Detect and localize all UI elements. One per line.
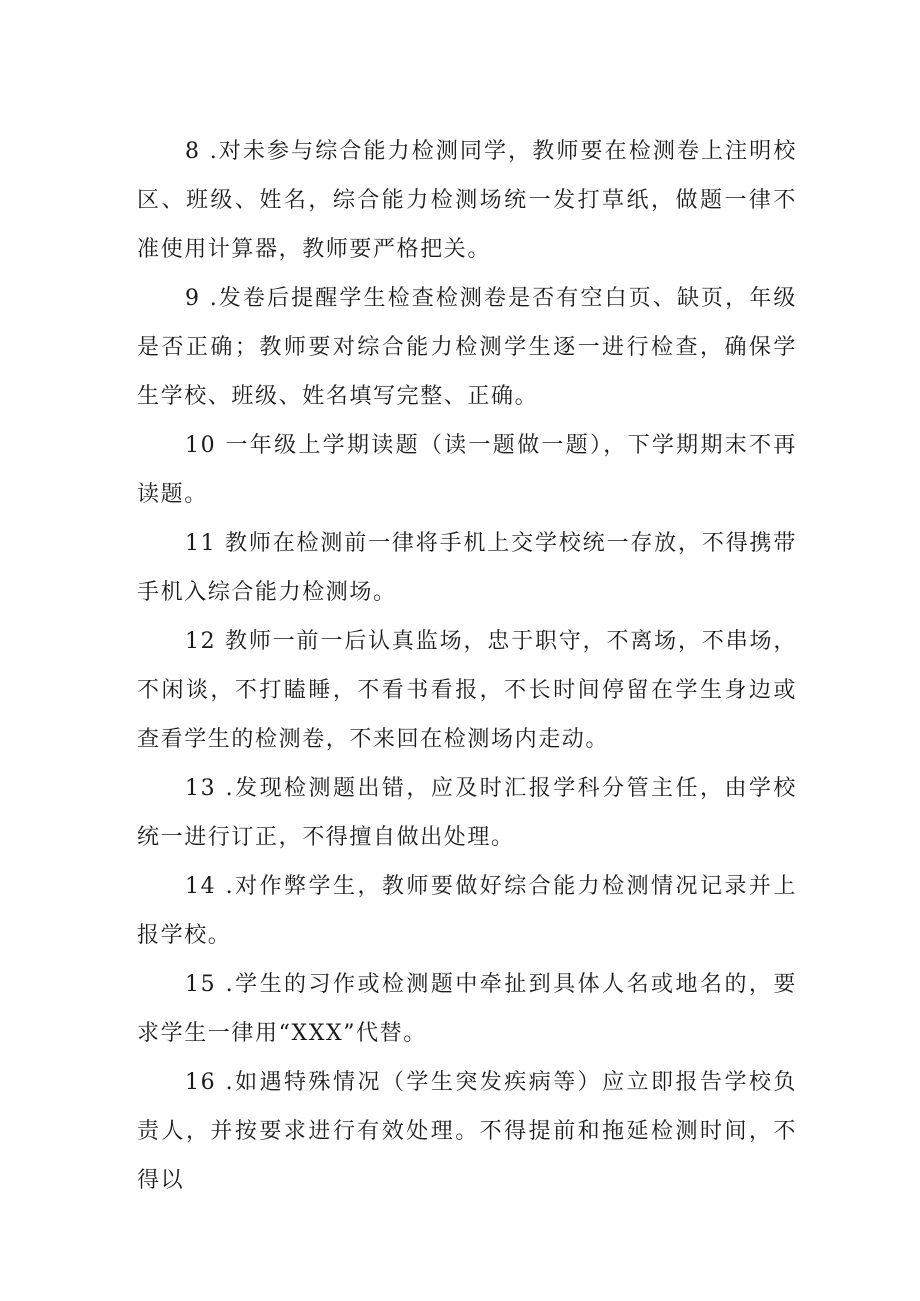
paragraph-item-10: 10 一年级上学期读题（读一题做一题），下学期期末不再读题。: [137, 433, 797, 507]
document-body: [137, 127, 797, 1205]
paragraph-item-15: 15 .学生的习作或检测题中牵扯到具体人名或地名的，要求学生一律用“XXX”代替。: [137, 972, 797, 1046]
paragraph-item-12: 12 教师一前一后认真监场，忠于职守，不离场，不串场，不闲谈，不打瞌睡，不看书看报，不长时间停留在学生身边或查看学生的检测卷，不来回在检测场内走动。: [137, 629, 797, 752]
paragraph-item-16: 16 .如遇特殊情况（学生突发疾病等）应立即报告学校负责人，并按要求进行有效处理。不得提前和拖延检测时间，不得以: [137, 1070, 797, 1193]
paragraph-item-13: 13 .发现检测题出错，应及时汇报学科分管主任，由学校统一进行订正，不得擅自做出处理。: [137, 776, 797, 850]
paragraph-item-8: 8 .对未参与综合能力检测同学，教师要在检测卷上注明校区、班级、姓名，综合能力检测场统一发打草纸，做题一律不准使用计算器，教师要严格把关。: [137, 139, 797, 262]
paragraph-item-9: 9 .发卷后提醒学生检查检测卷是否有空白页、缺页，年级是否正确；教师要对综合能力检测学生逐一进行检查，确保学生学校、班级、姓名填写完整、正确。: [137, 286, 797, 409]
paragraph-item-11: 11 教师在检测前一律将手机上交学校统一存放，不得携带手机入综合能力检测场。: [137, 531, 797, 605]
paragraph-item-14: 14 .对作弊学生，教师要做好综合能力检测情况记录并上报学校。: [137, 874, 797, 948]
